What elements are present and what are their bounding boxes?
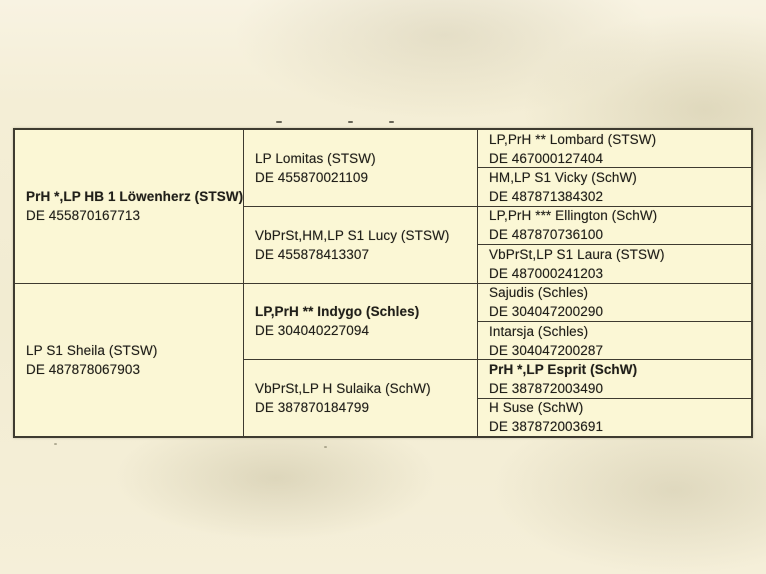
pedigree-cell xyxy=(244,207,477,284)
horse-registration-number: DE 304047200290 xyxy=(489,304,604,320)
pedigree-generation-3-column xyxy=(478,130,751,436)
pedigree-generation-2-column xyxy=(244,130,478,436)
pedigree-cell-dam xyxy=(15,284,243,437)
horse-registration-number: DE 387872003490 xyxy=(489,380,604,396)
pedigree-cell xyxy=(478,284,751,322)
paper-speck xyxy=(54,443,57,445)
horse-registration-number: DE 487871384302 xyxy=(489,189,604,205)
pedigree-cell xyxy=(478,322,751,360)
pedigree-cell-sire xyxy=(15,130,243,284)
horse-registration-number: DE 455870021109 xyxy=(255,169,369,185)
horse-registration-number: DE 467000127404 xyxy=(489,150,604,166)
cropped-text-remnant xyxy=(348,121,353,123)
horse-registration-number: DE 487878067903 xyxy=(26,361,141,377)
horse-name: LP Lomitas (STSW) xyxy=(255,150,376,166)
pedigree-cell xyxy=(244,130,477,207)
horse-name: LP S1 Sheila (STSW) xyxy=(26,342,158,358)
cropped-text-remnant xyxy=(276,121,282,123)
horse-registration-number: DE 387870184799 xyxy=(255,400,370,416)
pedigree-cell xyxy=(244,284,477,361)
horse-registration-number: DE 455870167713 xyxy=(26,208,141,224)
horse-name: LP,PrH ** Indygo (Schles) xyxy=(255,304,420,320)
horse-registration-number: DE 455878413307 xyxy=(255,246,370,262)
horse-name: HM,LP S1 Vicky (SchW) xyxy=(489,170,637,186)
pedigree-cell xyxy=(478,399,751,436)
pedigree-cell xyxy=(478,168,751,206)
horse-name: LP,PrH *** Ellington (SchW) xyxy=(489,208,658,224)
horse-name: PrH *,LP HB 1 Löwenherz (STSW) xyxy=(26,189,243,205)
pedigree-generation-1-column xyxy=(15,130,244,436)
horse-name: LP,PrH ** Lombard (STSW) xyxy=(489,131,657,147)
horse-name: Intarsja (Schles) xyxy=(489,323,589,339)
pedigree-cell xyxy=(478,130,751,168)
horse-registration-number: DE 487870736100 xyxy=(489,227,604,243)
horse-registration-number: DE 304047200287 xyxy=(489,342,604,358)
pedigree-cell xyxy=(244,360,477,436)
pedigree-cell xyxy=(478,245,751,283)
horse-name: Sajudis (Schles) xyxy=(489,285,589,301)
horse-name: H Suse (SchW) xyxy=(489,400,584,416)
horse-name: VbPrSt,LP S1 Laura (STSW) xyxy=(489,246,665,262)
pedigree-cell xyxy=(478,207,751,245)
pedigree-table xyxy=(13,128,753,438)
paper-speck xyxy=(324,446,327,448)
horse-registration-number: DE 487000241203 xyxy=(489,265,604,281)
cropped-text-remnant xyxy=(389,121,394,123)
horse-registration-number: DE 304040227094 xyxy=(255,323,370,339)
pedigree-cell xyxy=(478,360,751,398)
horse-name: PrH *,LP Esprit (SchW) xyxy=(489,361,638,377)
horse-registration-number: DE 387872003691 xyxy=(489,419,604,435)
horse-name: VbPrSt,HM,LP S1 Lucy (STSW) xyxy=(255,227,450,243)
horse-name: VbPrSt,LP H Sulaika (SchW) xyxy=(255,381,431,397)
